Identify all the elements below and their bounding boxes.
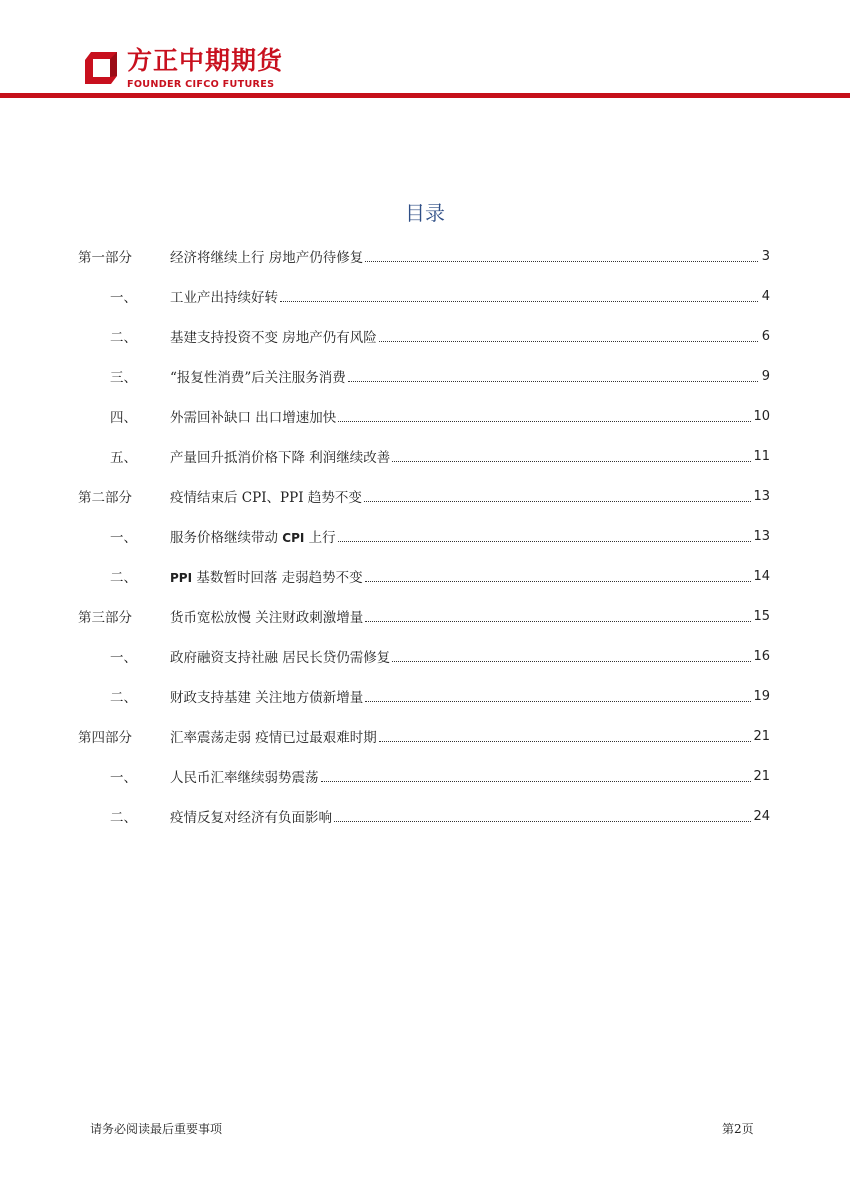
toc-entry-number: 三、 [110, 370, 137, 386]
toc-entry[interactable] [78, 236, 770, 276]
toc-entry-title: 疫情反复对经济有负面影响 [170, 810, 332, 826]
toc-leader-dots [364, 501, 752, 502]
toc-entry[interactable] [78, 516, 770, 556]
toc-entry-title: 工业产出持续好转 [170, 290, 278, 306]
toc-entry-page: 13 [753, 488, 770, 504]
toc-leader-dots [379, 741, 752, 742]
toc-entry-number: 四、 [110, 410, 137, 426]
toc-text-segment: 服务价格继续带动 [170, 530, 283, 546]
table-of-contents [78, 236, 770, 836]
toc-entry-page: 14 [753, 568, 770, 584]
toc-entry-title: 汇率震荡走弱 疫情已过最艰难时期 [170, 730, 377, 746]
toc-leader-dots [280, 301, 758, 302]
toc-entry-title: 基建支持投资不变 房地产仍有风险 [170, 330, 377, 346]
toc-text-acronym: CPI [282, 531, 305, 545]
toc-entry-page: 9 [761, 368, 770, 384]
toc-entry-number: 五、 [110, 450, 137, 466]
toc-entry-title: 财政支持基建 关注地方债新增量 [170, 690, 364, 706]
toc-entry-page: 3 [761, 248, 770, 264]
toc-entry[interactable] [78, 276, 770, 316]
toc-entry-page: 19 [753, 688, 770, 704]
toc-entry-page: 16 [753, 648, 770, 664]
toc-entry-number: 第二部分 [78, 490, 132, 506]
toc-entry-page: 15 [753, 608, 770, 624]
toc-entry-number: 二、 [110, 810, 137, 826]
toc-entry-number: 一、 [110, 530, 137, 546]
toc-entry-page: 6 [761, 328, 770, 344]
toc-entry[interactable] [78, 396, 770, 436]
toc-entry-title: 货币宽松放慢 关注财政刺激增量 [170, 610, 364, 626]
footer-notice: 请务必阅读最后重要事项 [90, 1122, 223, 1136]
toc-leader-dots [365, 621, 751, 622]
toc-entry[interactable] [78, 356, 770, 396]
page-header [0, 0, 850, 100]
toc-entry[interactable] [78, 596, 770, 636]
toc-leader-dots [365, 261, 758, 262]
toc-entry[interactable] [78, 316, 770, 356]
toc-entry-title [170, 526, 336, 546]
toc-entry-number: 第三部分 [78, 610, 132, 626]
toc-entry-number: 二、 [110, 330, 137, 346]
toc-entry-page: 21 [753, 728, 770, 744]
toc-entry-title: 疫情结束后 CPI、PPI 趋势不变 [170, 490, 362, 506]
brand-name-cn: 方正中期期货 [127, 46, 284, 75]
toc-entry-page: 24 [753, 808, 770, 824]
toc-entry-title [170, 566, 363, 586]
toc-leader-dots [334, 821, 751, 822]
toc-entry-number: 二、 [110, 690, 137, 706]
toc-leader-dots [338, 541, 752, 542]
toc-text-segment: 基数暂时回落 走弱趋势不变 [192, 570, 363, 586]
toc-entry-number: 第一部分 [78, 250, 132, 266]
header-divider [0, 93, 850, 98]
toc-entry-number: 二、 [110, 570, 137, 586]
toc-entry-page: 4 [761, 288, 770, 304]
toc-entry-page: 11 [753, 448, 770, 464]
toc-entry[interactable] [78, 476, 770, 516]
toc-entry[interactable] [78, 556, 770, 596]
toc-entry-title: 外需回补缺口 出口增速加快 [170, 410, 337, 426]
founder-logo-icon [83, 50, 119, 86]
toc-entry-title: 产量回升抵消价格下降 利润继续改善 [170, 450, 391, 466]
footer-page-number: 第2页 [722, 1122, 754, 1136]
toc-entry[interactable] [78, 756, 770, 796]
toc-entry[interactable] [78, 636, 770, 676]
toc-entry-title: 人民币汇率继续弱势震荡 [170, 770, 319, 786]
toc-text-acronym: PPI [170, 571, 193, 585]
toc-leader-dots [321, 781, 752, 782]
toc-leader-dots [365, 701, 751, 702]
brand-name-en: FOUNDER CIFCO FUTURES [127, 79, 275, 90]
toc-entry-page: 13 [753, 528, 770, 544]
toc-entry[interactable] [78, 436, 770, 476]
toc-entry-page: 10 [753, 408, 770, 424]
toc-leader-dots [379, 341, 758, 342]
toc-entry-number: 第四部分 [78, 730, 132, 746]
toc-entry-title: “报复性消费”后关注服务消费 [170, 370, 346, 386]
toc-entry-page: 21 [753, 768, 770, 784]
toc-leader-dots [338, 421, 751, 422]
toc-text-segment: 上行 [304, 530, 336, 546]
toc-leader-dots [392, 461, 751, 462]
toc-leader-dots [392, 661, 751, 662]
toc-entry-title: 经济将继续上行 房地产仍待修复 [170, 250, 364, 266]
toc-leader-dots [365, 581, 752, 582]
toc-entry[interactable] [78, 796, 770, 836]
toc-entry-title: 政府融资支持社融 居民长贷仍需修复 [170, 650, 391, 666]
toc-entry[interactable] [78, 716, 770, 756]
toc-leader-dots [348, 381, 758, 382]
toc-entry-number: 一、 [110, 770, 137, 786]
toc-entry[interactable] [78, 676, 770, 716]
toc-entry-number: 一、 [110, 650, 137, 666]
toc-entry-number: 一、 [110, 290, 137, 306]
toc-title: 目录 [405, 201, 445, 225]
